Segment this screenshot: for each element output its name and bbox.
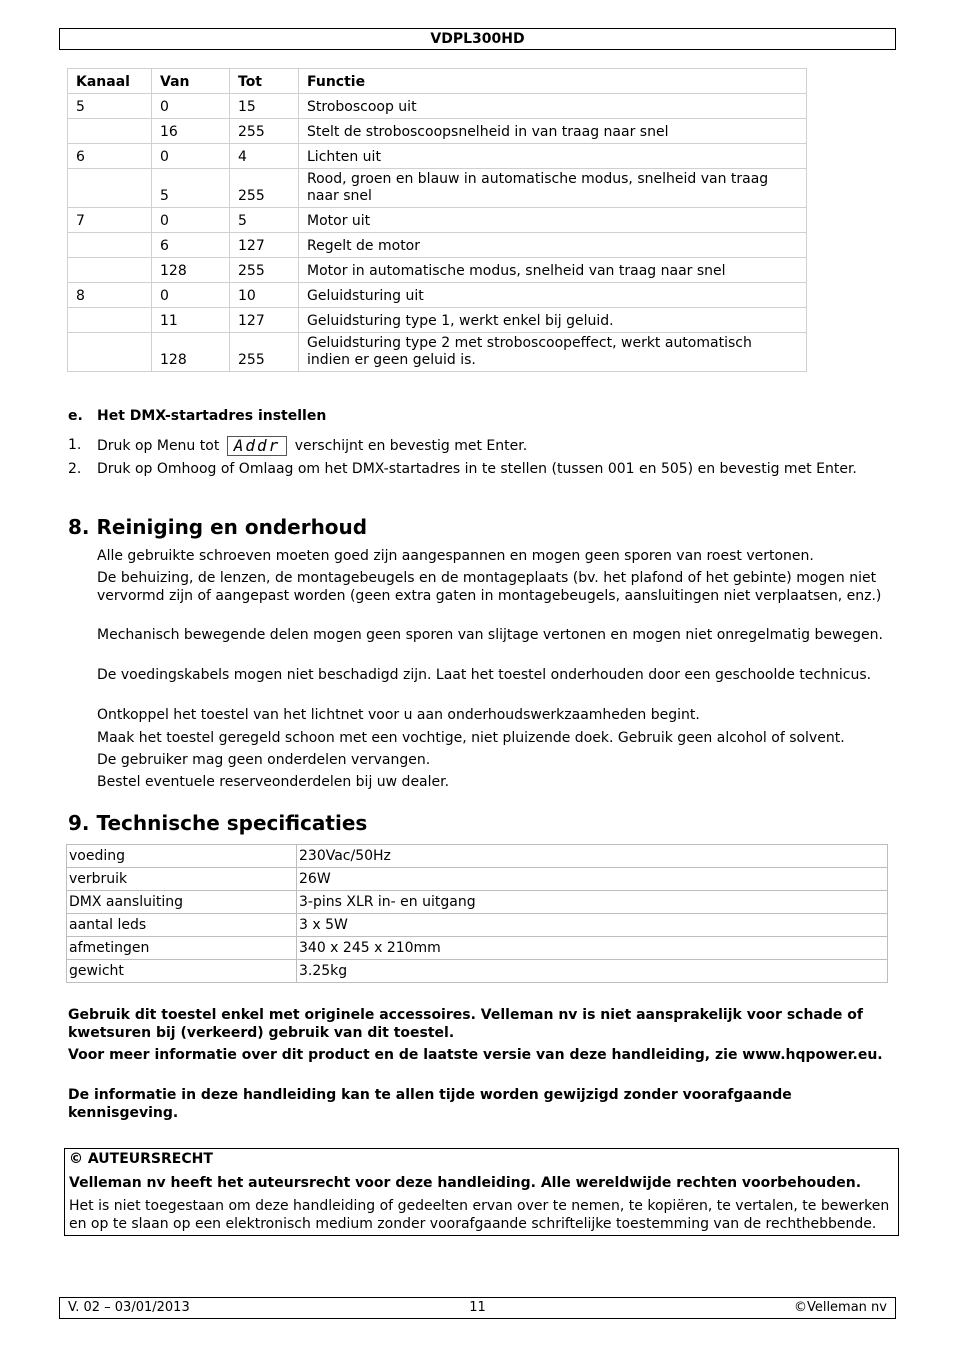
table-cell: 4 <box>230 144 299 169</box>
table-cell: 0 <box>152 94 230 119</box>
table-row <box>68 119 807 144</box>
table-cell: 10 <box>230 283 299 308</box>
table-header-row <box>68 69 807 94</box>
step-text: verschijnt en bevestig met Enter. <box>294 438 528 454</box>
paragraph: Ontkoppel het toestel van het lichtnet voor u aan onderhoudswerkzaamheden begint. <box>97 707 700 723</box>
table-row <box>68 208 807 233</box>
copyright-text: Het is niet toegestaan om deze handleiding of gedeelten ervan over te nemen, te kopiëren, te vertalen, te bewerken en op te slaan op een elektronisch medium zonder voorafgaande schriftelijke toestemming van de rechthebbende. <box>69 1198 890 1232</box>
column-header: Kanaal <box>68 69 152 94</box>
table-row <box>68 333 807 372</box>
table-cell: 7 <box>68 208 152 233</box>
step-number: 1. <box>68 437 82 453</box>
step-number: 2. <box>68 461 82 477</box>
column-header: Functie <box>299 69 807 94</box>
column-header: Van <box>152 69 230 94</box>
spec-label: gewicht <box>67 960 297 983</box>
page-number: 11 <box>469 1300 486 1315</box>
step-text: Druk op Menu tot <box>97 438 220 454</box>
spec-value: 230Vac/50Hz <box>297 845 888 868</box>
table-cell: 0 <box>152 144 230 169</box>
column-header: Tot <box>230 69 299 94</box>
section-title: Het DMX-startadres instellen <box>97 408 327 424</box>
page-header <box>59 28 896 50</box>
section-label: e. <box>68 408 83 424</box>
table-cell: 127 <box>230 233 299 258</box>
table-cell: Geluidsturing type 1, werkt enkel bij geluid. <box>299 308 807 333</box>
table-cell: Motor in automatische modus, snelheid van traag naar snel <box>299 258 807 283</box>
spec-row <box>67 937 888 960</box>
paragraph: Maak het toestel geregeld schoon met een vochtige, niet pluizende doek. Gebruik geen alcohol of solvent. <box>97 730 845 746</box>
table-cell: 127 <box>230 308 299 333</box>
step-text: Druk op Omhoog of Omlaag om het DMX-startadres in te stellen (tussen 001 en 505) en bevestig met Enter. <box>97 461 857 477</box>
section-e-heading <box>68 408 326 424</box>
spec-row <box>67 914 888 937</box>
table-cell: 8 <box>68 283 152 308</box>
table-cell: Stelt de stroboscoopsnelheid in van traag naar snel <box>299 119 807 144</box>
table-cell <box>68 169 152 208</box>
paragraph: Mechanisch bewegende delen mogen geen sporen van slijtage vertonen en mogen niet onregelmatig bewegen. <box>97 627 883 643</box>
table-row <box>68 169 807 208</box>
spec-label: verbruik <box>67 868 297 891</box>
spec-row <box>67 845 888 868</box>
copyright-title: © AUTEURSRECHT <box>69 1151 213 1167</box>
paragraph: De behuizing, de lenzen, de montagebeugels en de montageplaats (bv. het plafond of het gebinte) mogen niet vervormd zijn of aangepast worden (geen extra gaten in montagebeugels, aansluitingen niet verplaatsen, enz.) <box>97 570 882 604</box>
spec-label: aantal leds <box>67 914 297 937</box>
version-date: V. 02 – 03/01/2013 <box>68 1300 190 1315</box>
spec-label: DMX aansluiting <box>67 891 297 914</box>
dmx-channel-table <box>67 68 807 372</box>
table-row <box>68 144 807 169</box>
notice-paragraph: De informatie in deze handleiding kan te allen tijde worden gewijzigd zonder voorafgaande kennisgeving. <box>68 1087 792 1121</box>
spec-value: 3 x 5W <box>297 914 888 937</box>
paragraph: Bestel eventuele reserveonderdelen bij uw dealer. <box>97 774 450 790</box>
table-cell: 5 <box>152 169 230 208</box>
table-cell: Geluidsturing type 2 met stroboscoopeffect, werkt automatisch indien er geen geluid is. <box>299 333 807 372</box>
spec-value: 3-pins XLR in- en uitgang <box>297 891 888 914</box>
table-cell: Regelt de motor <box>299 233 807 258</box>
table-cell: 16 <box>152 119 230 144</box>
table-cell: 6 <box>68 144 152 169</box>
spec-value: 340 x 245 x 210mm <box>297 937 888 960</box>
section-heading: 8. Reiniging en onderhoud <box>68 515 368 539</box>
paragraph: De voedingskabels mogen niet beschadigd zijn. Laat het toestel onderhouden door een geschoolde technicus. <box>97 667 872 683</box>
table-cell: Motor uit <box>299 208 807 233</box>
paragraph: De gebruiker mag geen onderdelen vervangen. <box>97 752 431 768</box>
table-row <box>68 94 807 119</box>
table-cell: Lichten uit <box>299 144 807 169</box>
list-item <box>68 436 882 456</box>
notice-paragraph: Voor meer informatie over dit product en de laatste versie van deze handleiding, zie www.hqpower.eu. <box>68 1047 883 1063</box>
table-cell: 5 <box>230 208 299 233</box>
table-cell: Stroboscoop uit <box>299 94 807 119</box>
table-cell <box>68 119 152 144</box>
spec-value: 26W <box>297 868 888 891</box>
lcd-display: Addr <box>227 436 288 456</box>
paragraph: Alle gebruikte schroeven moeten goed zijn aangespannen en mogen geen sporen van roest vertonen. <box>97 548 814 564</box>
model-name: VDPL300HD <box>430 31 525 47</box>
spec-table <box>66 844 888 983</box>
list-item <box>68 460 882 478</box>
table-cell: Geluidsturing uit <box>299 283 807 308</box>
notice-paragraph: Gebruik dit toestel enkel met originele accessoires. Velleman nv is niet aansprakelijk voor schade of kwetsuren bij (verkeerd) gebruik van dit toestel. <box>68 1007 863 1041</box>
spec-label: voeding <box>67 845 297 868</box>
copyright-statement: Velleman nv heeft het auteursrecht voor deze handleiding. Alle wereldwijde rechten voorbehouden. <box>69 1174 862 1191</box>
page-footer <box>59 1297 896 1319</box>
table-row <box>68 283 807 308</box>
table-row <box>68 233 807 258</box>
table-cell: 255 <box>230 119 299 144</box>
table-cell: Rood, groen en blauw in automatische modus, snelheid van traag naar snel <box>299 169 807 208</box>
table-cell: 0 <box>152 208 230 233</box>
table-cell: 0 <box>152 283 230 308</box>
spec-label: afmetingen <box>67 937 297 960</box>
table-cell <box>68 308 152 333</box>
table-cell: 255 <box>230 258 299 283</box>
table-cell <box>68 333 152 372</box>
table-cell: 255 <box>230 169 299 208</box>
table-cell: 6 <box>152 233 230 258</box>
table-cell: 5 <box>68 94 152 119</box>
spec-row <box>67 891 888 914</box>
table-cell: 11 <box>152 308 230 333</box>
table-cell <box>68 233 152 258</box>
copyright-box <box>64 1148 899 1236</box>
spec-row <box>67 868 888 891</box>
spec-value: 3.25kg <box>297 960 888 983</box>
table-cell: 128 <box>152 333 230 372</box>
table-cell: 255 <box>230 333 299 372</box>
table-cell: 15 <box>230 94 299 119</box>
table-cell: 128 <box>152 258 230 283</box>
section-heading: 9. Technische specificaties <box>68 811 368 835</box>
company-name: ©Velleman nv <box>793 1300 887 1315</box>
table-row <box>68 258 807 283</box>
table-cell <box>68 258 152 283</box>
table-row <box>68 308 807 333</box>
spec-row <box>67 960 888 983</box>
